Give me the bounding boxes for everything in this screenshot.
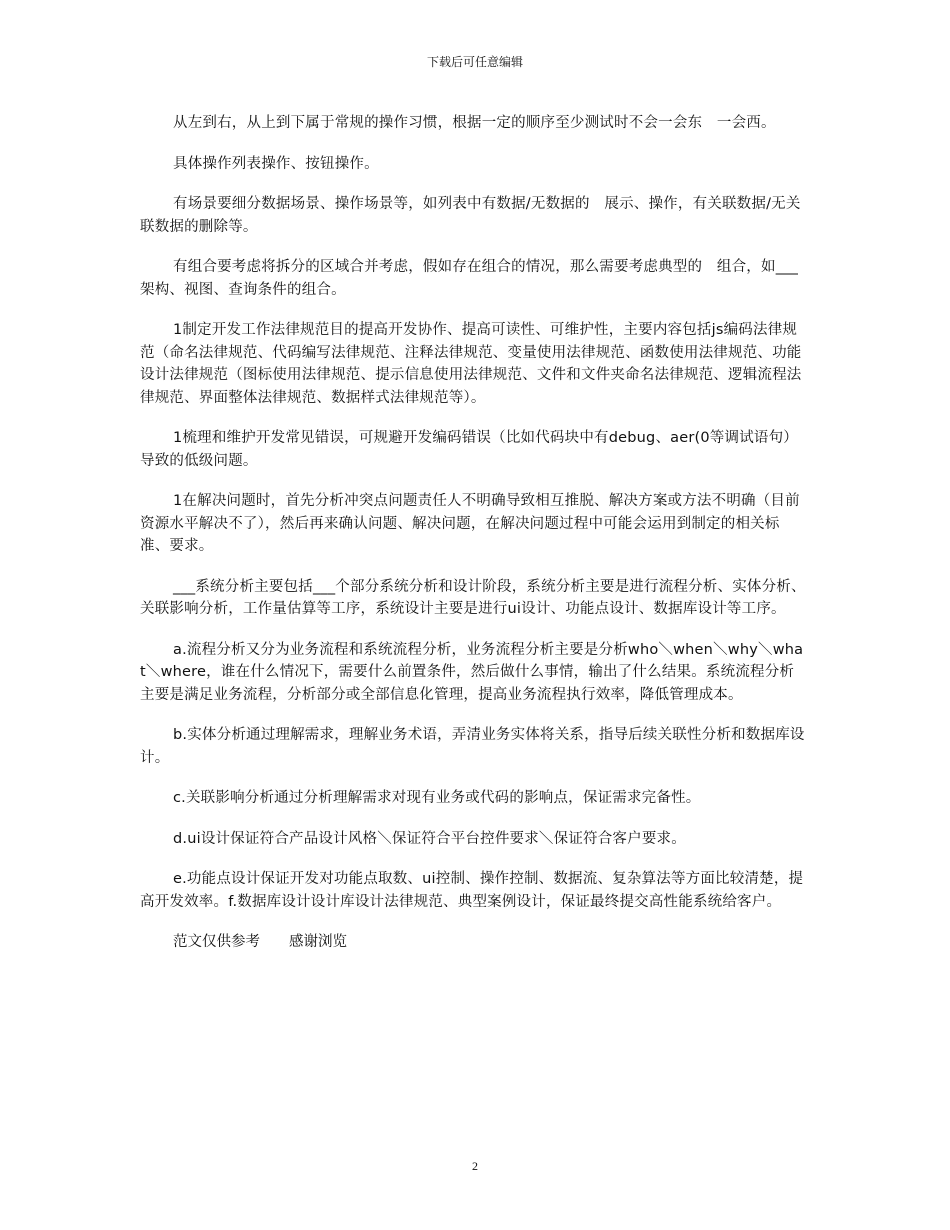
document-body: [140, 112, 808, 953]
closing-note: 范文仅供参考 感谢浏览: [173, 934, 347, 950]
paragraph-system-analysis: ___系统分析主要包括___个部分系统分析和设计阶段，系统分析主要是进行流程分析、实体分析、关联影响分析，工作量估算等工序，系统设计主要是进行ui设计、功能点设计、数据库设计等工序。: [140, 578, 806, 617]
paragraph-ui-design: d.ui设计保证符合产品设计风格＼保证符合平台控件要求＼保证符合客户要求。: [173, 830, 686, 847]
page-header: 下载后可任意编辑: [426, 55, 523, 69]
paragraph-combinations: 有组合要考虑将拆分的区域合并考虑，假如存在组合的情况，那么需要考虑典型的 组合，如___架构、视图、查询条件的组合。: [140, 259, 799, 298]
paragraph-problem-solving: 1在解决问题时，首先分析冲突点问题责任人不明确导致相互推脱、解决方案或方法不明确（目前资源水平解决不了），然后再来确认问题、解决问题，在解决问题过程中可能会运用到制定的相关标准、要求。: [140, 493, 800, 554]
paragraph-common-errors: 1梳理和维护开发常见错误，可规避开发编码错误（比如代码块中有debug、aer(0等调试语句）导致的低级问题。: [140, 430, 798, 469]
paragraph-impact-analysis: c.关联影响分析通过分析理解需求对现有业务或代码的影响点，保证需求完备性。: [173, 790, 701, 806]
paragraph-operations: 具体操作列表操作、按钮操作。: [173, 155, 379, 172]
paragraph-entity-analysis: b.实体分析通过理解需求，理解业务术语，弄清业务实体将关系，指导后续关联性分析和数据库设计。: [140, 727, 805, 766]
paragraph-process-analysis: a.流程分析又分为业务流程和系统流程分析，业务流程分析主要是分析who＼when＼why＼what＼where，谁在什么情况下，需要什么前置条件，然后做什么事情，输出了什么结果。系统流程分析主要是满足业务流程，分析部分或全部信息化管理，提高业务流程执行效率，降低管理成本。: [140, 641, 804, 703]
paragraph-function-design: e.功能点设计保证开发对功能点取数、ui控制、操作控制、数据流、复杂算法等方面比较清楚，提高开发效率。f.数据库设计设计库设计法律规范、典型案例设计，保证最终提交高性能系统给客户。: [140, 871, 804, 910]
paragraph-dev-standards: 1制定开发工作法律规范目的提高开发协作、提高可读性、可维护性，主要内容包括js编码法律规范（命名法律规范、代码编写法律规范、注释法律规范、变量使用法律规范、函数使用法律规范、功能设计法律规范（图标使用法律规范、提示信息使用法律规范、文件和文件夹命名法律规范、逻辑流程法律规范、界面整体法律规范、数据样式法律规范等）。: [140, 322, 802, 406]
page-number: 2: [472, 1159, 478, 1173]
paragraph-operation-habit: 从左到右，从上到下属于常规的操作习惯，根据一定的顺序至少测试时不会一会东 一会西。: [173, 115, 776, 131]
paragraph-scenarios: 有场景要细分数据场景、操作场景等，如列表中有数据/无数据的 展示、操作，有关联数据/无关联数据的删除等。: [140, 196, 801, 235]
